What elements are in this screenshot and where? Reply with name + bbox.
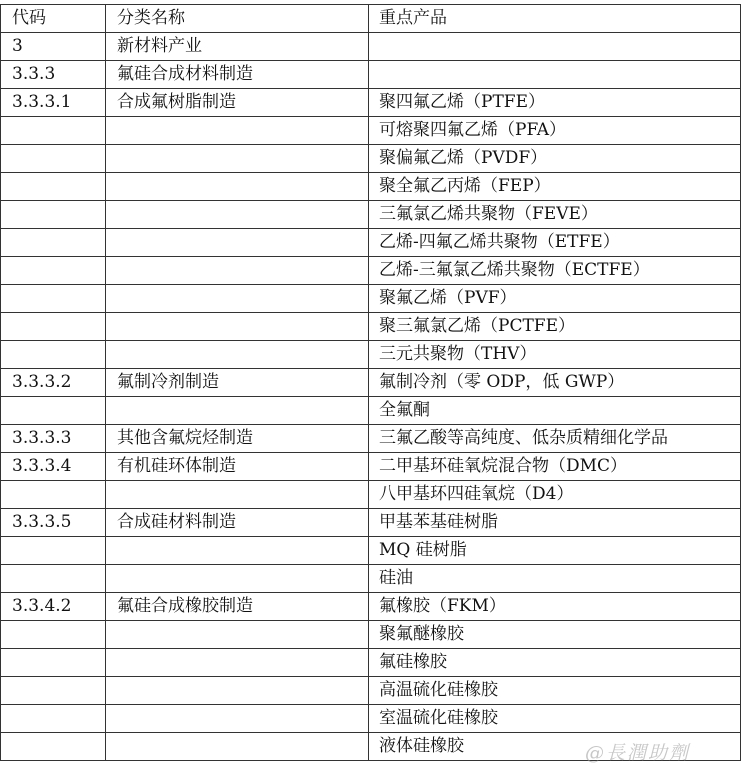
code-cell xyxy=(1,677,106,705)
table-row xyxy=(1,565,741,593)
code-cell xyxy=(1,705,106,733)
product-cell: 氟橡胶（FKM） xyxy=(369,593,741,621)
category-cell xyxy=(106,621,369,649)
product-cell: 乙烯-四氟乙烯共聚物（ETFE） xyxy=(369,229,741,257)
table-row xyxy=(1,537,741,565)
category-cell xyxy=(106,705,369,733)
code-cell xyxy=(1,621,106,649)
code-cell xyxy=(1,649,106,677)
product-cell: 硅油 xyxy=(369,565,741,593)
category-cell xyxy=(106,117,369,145)
code-cell: 3.3.3.3 xyxy=(1,425,106,453)
table-row xyxy=(1,369,741,397)
product-cell: 乙烯-三氟氯乙烯共聚物（ECTFE） xyxy=(369,257,741,285)
table-row xyxy=(1,313,741,341)
product-cell xyxy=(369,61,741,89)
code-cell xyxy=(1,733,106,761)
product-cell: 氟制冷剂（零 ODP，低 GWP） xyxy=(369,369,741,397)
product-cell: 聚氟乙烯（PVF） xyxy=(369,285,741,313)
category-cell: 有机硅环体制造 xyxy=(106,453,369,481)
code-cell xyxy=(1,341,106,369)
category-cell: 合成硅材料制造 xyxy=(106,509,369,537)
table-row xyxy=(1,173,741,201)
category-cell xyxy=(106,677,369,705)
category-cell xyxy=(106,565,369,593)
code-cell xyxy=(1,565,106,593)
category-cell xyxy=(106,145,369,173)
code-cell: 3.3.3.2 xyxy=(1,369,106,397)
category-cell xyxy=(106,341,369,369)
category-cell: 氟硅合成橡胶制造 xyxy=(106,593,369,621)
product-cell: 室温硫化硅橡胶 xyxy=(369,705,741,733)
product-cell: 聚偏氟乙烯（PVDF） xyxy=(369,145,741,173)
code-cell: 3.3.3.1 xyxy=(1,89,106,117)
table-row xyxy=(1,257,741,285)
category-cell xyxy=(106,257,369,285)
product-cell xyxy=(369,33,741,61)
category-cell xyxy=(106,649,369,677)
product-cell: 三氟乙酸等高纯度、低杂质精细化学品 xyxy=(369,425,741,453)
code-cell: 3.3.3.4 xyxy=(1,453,106,481)
header-category-name: 分类名称 xyxy=(106,5,369,33)
table-row xyxy=(1,397,741,425)
table-row xyxy=(1,145,741,173)
product-cell: 氟硅橡胶 xyxy=(369,649,741,677)
product-cell: 甲基苯基硅树脂 xyxy=(369,509,741,537)
table-row xyxy=(1,341,741,369)
product-cell: 三元共聚物（THV） xyxy=(369,341,741,369)
category-cell xyxy=(106,481,369,509)
header-key-products: 重点产品 xyxy=(369,5,741,33)
header-code: 代码 xyxy=(1,5,106,33)
category-cell xyxy=(106,397,369,425)
code-cell xyxy=(1,173,106,201)
category-cell: 氟制冷剂制造 xyxy=(106,369,369,397)
category-cell: 其他含氟烷烃制造 xyxy=(106,425,369,453)
product-cell: 八甲基环四硅氧烷（D4） xyxy=(369,481,741,509)
category-cell xyxy=(106,733,369,761)
category-cell: 合成氟树脂制造 xyxy=(106,89,369,117)
table-row xyxy=(1,89,741,117)
category-cell xyxy=(106,313,369,341)
category-cell xyxy=(106,229,369,257)
product-cell: 三氟氯乙烯共聚物（FEVE） xyxy=(369,201,741,229)
code-cell: 3.3.4.2 xyxy=(1,593,106,621)
product-cell: 液体硅橡胶 xyxy=(369,733,741,761)
table-row xyxy=(1,117,741,145)
table-row xyxy=(1,201,741,229)
code-cell xyxy=(1,229,106,257)
product-cell: 二甲基环硅氧烷混合物（DMC） xyxy=(369,453,741,481)
category-cell xyxy=(106,201,369,229)
table-row xyxy=(1,33,741,61)
table-row xyxy=(1,509,741,537)
product-cell: 聚氟醚橡胶 xyxy=(369,621,741,649)
table-row xyxy=(1,285,741,313)
table-row xyxy=(1,229,741,257)
code-cell xyxy=(1,313,106,341)
code-cell xyxy=(1,481,106,509)
code-cell xyxy=(1,257,106,285)
product-cell: 聚全氟乙丙烯（FEP） xyxy=(369,173,741,201)
table-row xyxy=(1,593,741,621)
table-row xyxy=(1,425,741,453)
code-cell xyxy=(1,285,106,313)
table-row xyxy=(1,677,741,705)
category-cell xyxy=(106,537,369,565)
table-header-row xyxy=(1,5,741,33)
category-cell: 氟硅合成材料制造 xyxy=(106,61,369,89)
code-cell: 3 xyxy=(1,33,106,61)
code-cell xyxy=(1,201,106,229)
table-row xyxy=(1,649,741,677)
code-cell: 3.3.3.5 xyxy=(1,509,106,537)
table-row xyxy=(1,705,741,733)
code-cell xyxy=(1,117,106,145)
code-cell xyxy=(1,145,106,173)
table-row xyxy=(1,453,741,481)
product-cell: 可熔聚四氟乙烯（PFA） xyxy=(369,117,741,145)
product-cell: 聚四氟乙烯（PTFE） xyxy=(369,89,741,117)
category-cell xyxy=(106,285,369,313)
product-cell: MQ 硅树脂 xyxy=(369,537,741,565)
product-cell: 高温硫化硅橡胶 xyxy=(369,677,741,705)
code-cell xyxy=(1,537,106,565)
table-row xyxy=(1,621,741,649)
product-cell: 聚三氟氯乙烯（PCTFE） xyxy=(369,313,741,341)
table-row xyxy=(1,61,741,89)
category-cell: 新材料产业 xyxy=(106,33,369,61)
code-cell xyxy=(1,397,106,425)
category-cell xyxy=(106,173,369,201)
code-cell: 3.3.3 xyxy=(1,61,106,89)
product-cell: 全氟酮 xyxy=(369,397,741,425)
watermark-text: @長潤助劑 xyxy=(585,742,691,764)
product-catalog-table xyxy=(0,4,741,761)
table-row xyxy=(1,481,741,509)
